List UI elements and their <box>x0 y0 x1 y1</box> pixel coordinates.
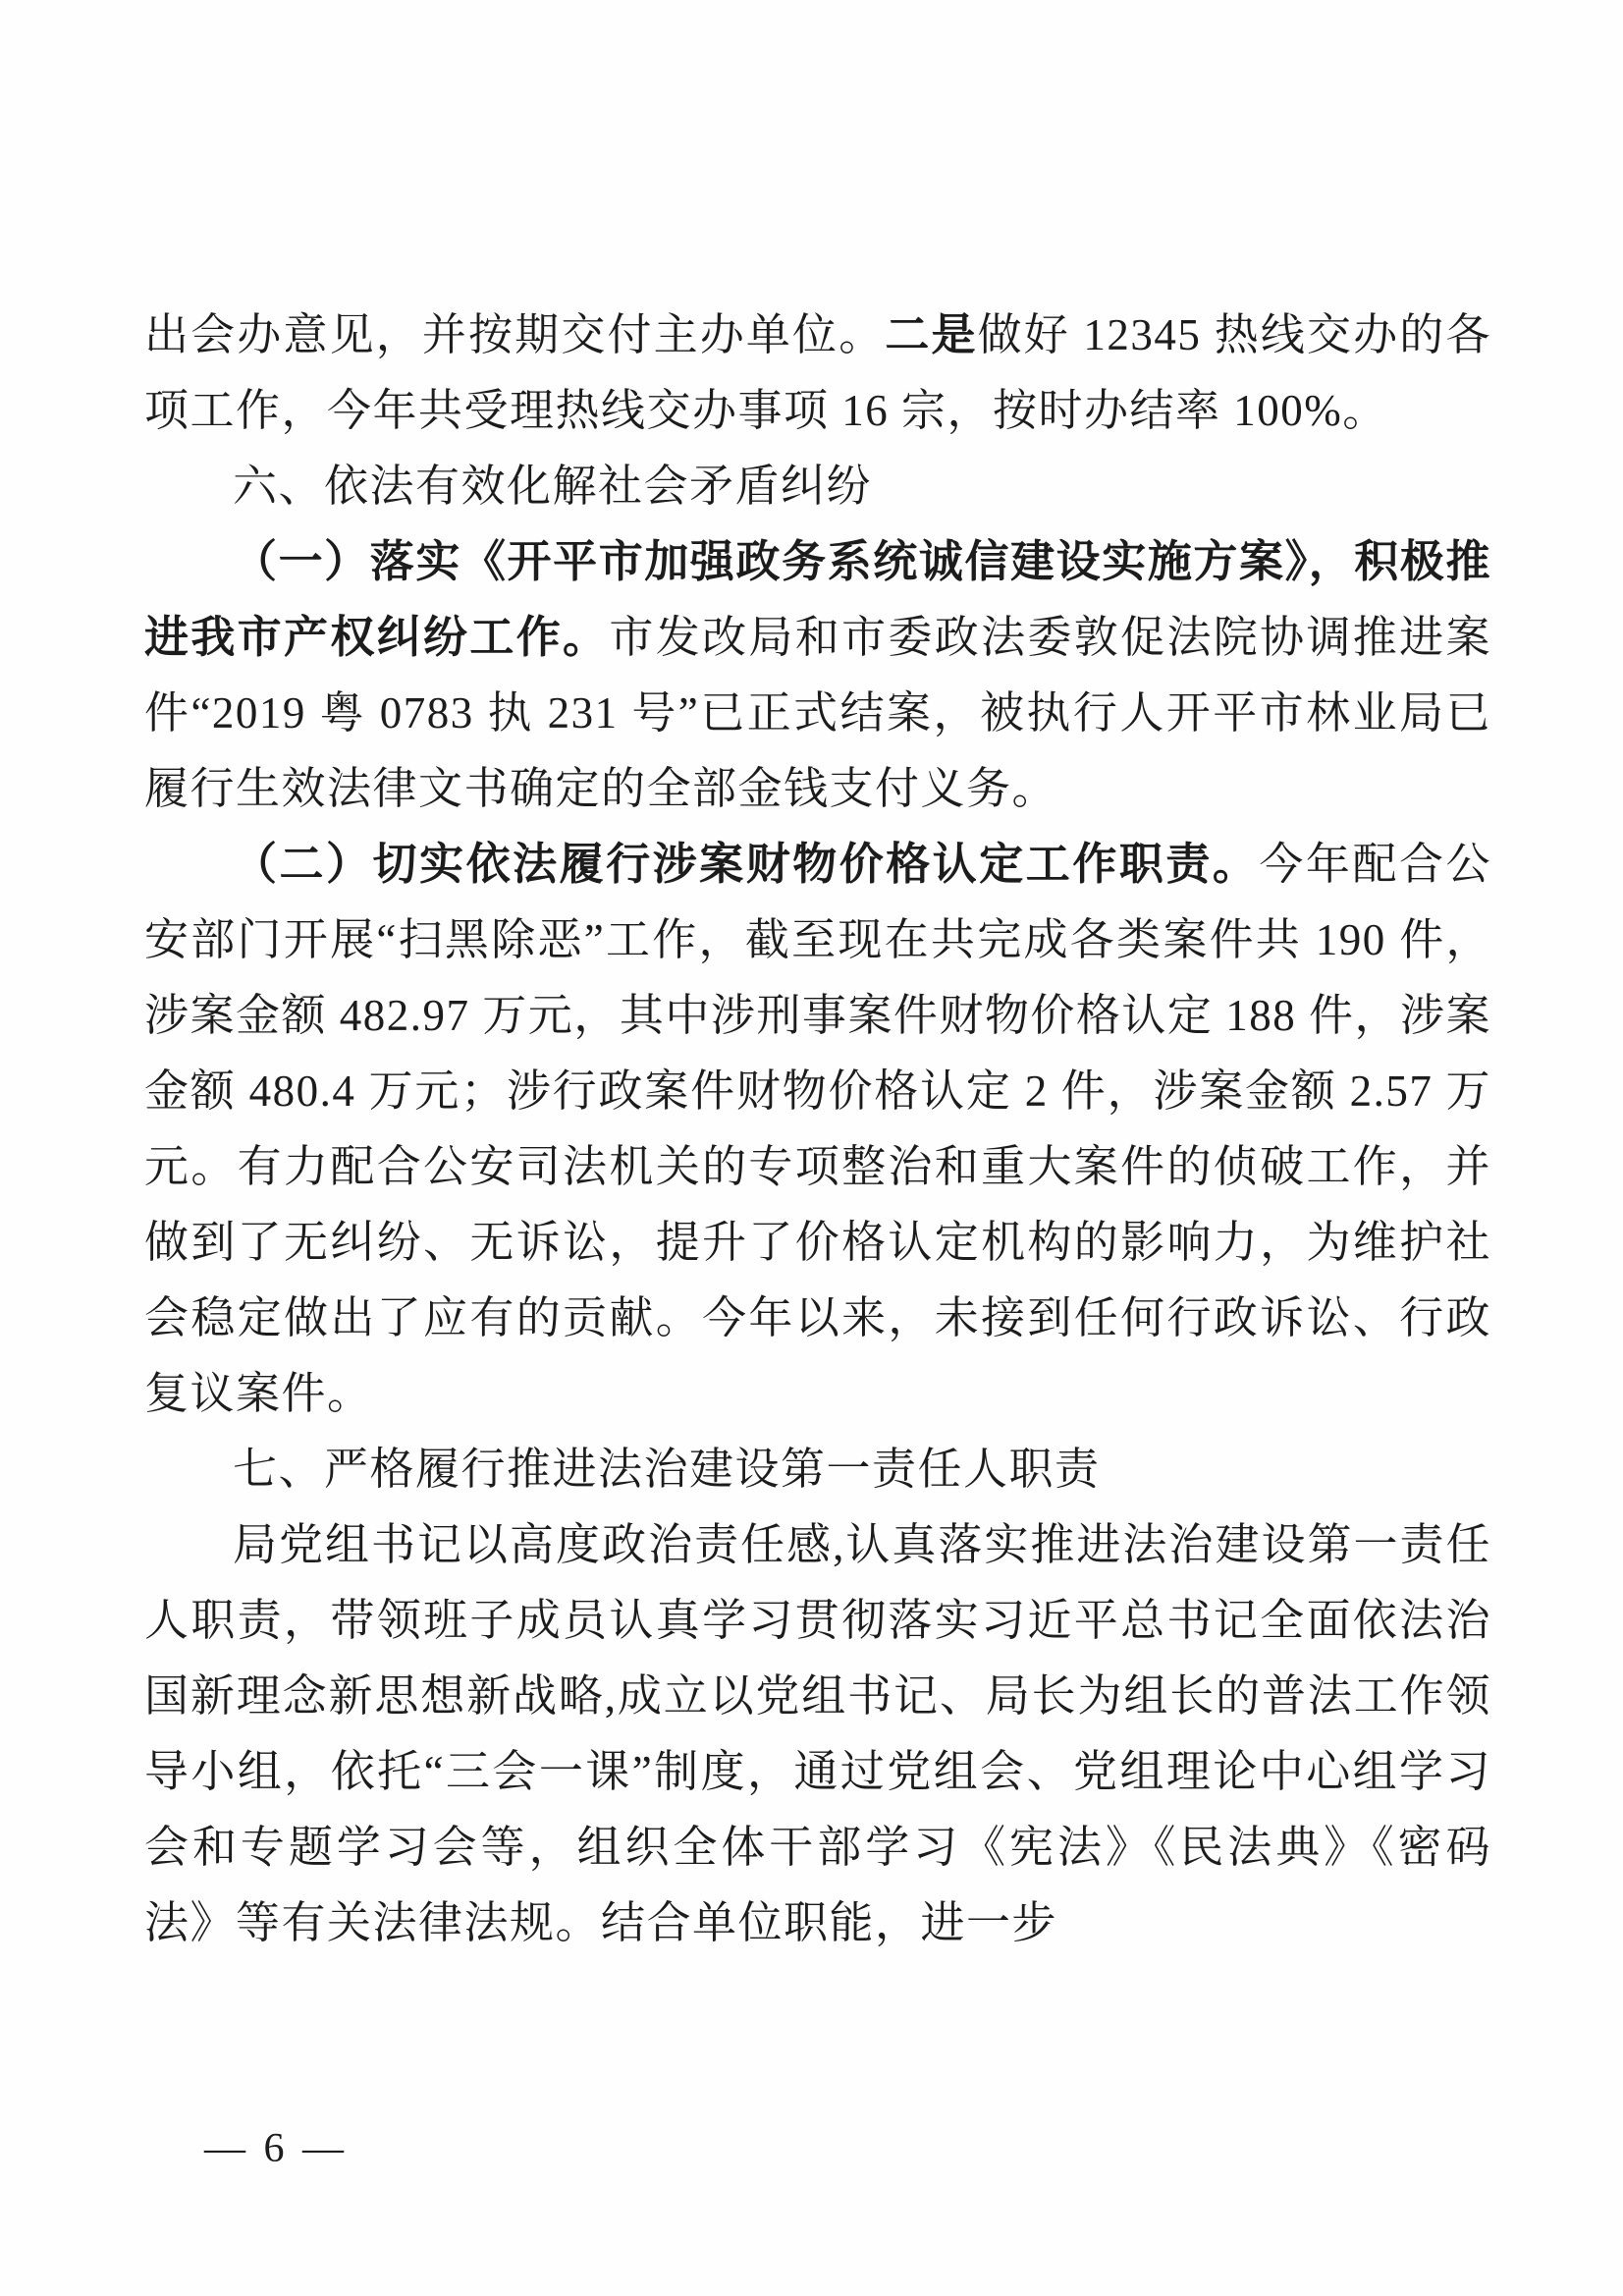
paragraph-property-disputes <box>144 524 1491 827</box>
paragraph-text: 今年配合公安部门开展“扫黑除恶”工作，截至现在共完成各类案件共 190 件，涉案金额 482.97 万元，其中涉刑事案件财物价格认定 188 件，涉案金额 480.4 万元；涉行政案件财物价格认定 2 件，涉案金额 2.57 万元。有力配合公安司法机关的专项整治和重大案件的侦破工作，并做到了无纠纷、无诉讼，提升了价格认定机构的影响力，为维护社会稳定做出了应有的贡献。今年以来，未接到任何行政诉讼、行政复议案件。 <box>144 840 1491 1418</box>
paragraph-legal-responsibility: 局党组书记以高度政治责任感,认真落实推进法治建设第一责任人职责，带领班子成员认真学习贯彻落实习近平总书记全面依法治国新理念新思想新战略,成立以党组书记、局长为组长的普法工作领导小组，依托“三会一课”制度，通过党组会、党组理论中心组学习会和专题学习会等，组织全体干部学习《宪法》《民法典》《密码法》等有关法律法规。结合单位职能，进一步 <box>144 1520 1491 1947</box>
paragraph-bold-lead: 二是 <box>885 310 978 359</box>
document-content <box>144 298 1491 1961</box>
section-heading-7: 七、严格履行推进法治建设第一责任人职责 <box>233 1445 1101 1494</box>
paragraph-text: 出会办意见，并按期交付主办单位。 <box>144 310 886 359</box>
paragraph-text: 做好 12345 热线交办的各项工作，今年共受理热线交办事项 16 宗，按时办结率 100%。 <box>144 310 1491 435</box>
paragraph-price-assessment <box>144 827 1491 1432</box>
section-heading-6: 六、依法有效化解社会矛盾纠纷 <box>233 462 873 511</box>
paragraph-text: 市发改局和市委政法委敦促法院协调推进案件“2019 粤 0783 执 231 号”已正式结案，被执行人开平市林业局已履行生效法律文书确定的全部金钱支付义务。 <box>144 613 1491 813</box>
paragraph-hotline-continuation <box>144 298 1491 449</box>
paragraph-bold-lead: （二）切实依法履行涉案财物价格认定工作职责。 <box>233 840 1260 889</box>
paragraph-bold-lead: （一）落实《开平市加强政务系统诚信建设实施方案》，积极推进我市产权纠纷工作。 <box>144 537 1491 662</box>
page-number: — 6 — <box>204 2126 348 2171</box>
